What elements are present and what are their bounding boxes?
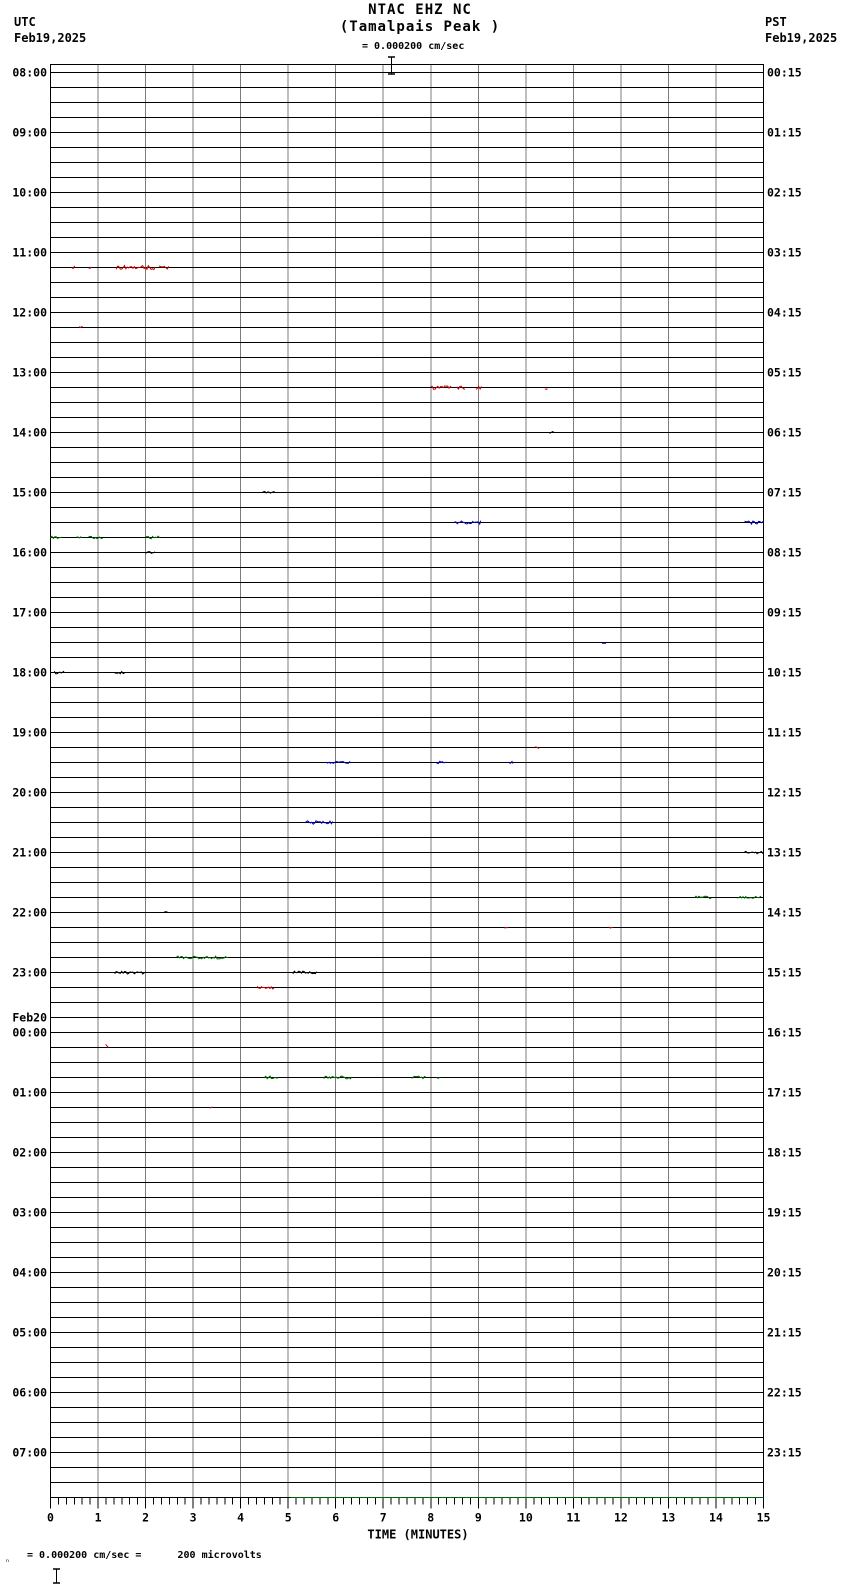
pst-label: 17:15 [767, 1085, 802, 1100]
utc-label: 15:00 [12, 485, 47, 500]
x-tick-label: 8 [427, 1510, 435, 1525]
pst-label: 05:15 [767, 365, 802, 380]
utc-label: 08:00 [12, 65, 47, 80]
pst-label: 15:15 [767, 965, 802, 980]
footer-scale-prefix: ₙ [5, 1555, 10, 1564]
minute-gridlines [51, 65, 764, 1498]
pst-label: 06:15 [767, 425, 802, 440]
right-date-label: Feb19,2025 [765, 31, 838, 45]
trace-baselines [51, 73, 764, 1498]
x-tick-label: 1 [94, 1510, 102, 1525]
utc-label: 09:00 [12, 125, 47, 140]
utc-label: 05:00 [12, 1325, 47, 1340]
plot-border [51, 65, 764, 1498]
pst-label: 03:15 [767, 245, 802, 260]
pst-label: 07:15 [767, 485, 802, 500]
utc-label: 02:00 [12, 1145, 47, 1160]
pst-label: 19:15 [767, 1205, 802, 1220]
pst-label: 21:15 [767, 1325, 802, 1340]
utc-hour-labels [12, 66, 47, 1460]
pst-hour-labels [767, 66, 802, 1460]
pst-label: 01:15 [767, 125, 802, 140]
pst-label: 09:15 [767, 605, 802, 620]
x-tick-label: 5 [284, 1510, 292, 1525]
x-tick-label: 4 [237, 1510, 245, 1525]
pst-label: 23:15 [767, 1445, 802, 1460]
utc-label: 01:00 [12, 1085, 47, 1100]
utc-label: 22:00 [12, 905, 47, 920]
x-tick-label: 2 [142, 1510, 150, 1525]
x-tick-label: 12 [613, 1510, 628, 1525]
utc-label: 21:00 [12, 845, 47, 860]
x-tick-label: 11 [566, 1510, 581, 1525]
utc-label: 14:00 [12, 425, 47, 440]
x-tick-label: 15 [756, 1510, 771, 1525]
trace-event [79, 327, 83, 328]
seismic-events [51, 266, 764, 1498]
utc-label: 19:00 [12, 725, 47, 740]
x-axis-tick-labels [47, 1511, 770, 1525]
x-tick-label: 14 [709, 1510, 723, 1525]
day-change-label: Feb20 [12, 1010, 47, 1025]
trace-event [264, 1076, 277, 1079]
utc-label: 04:00 [12, 1265, 47, 1280]
trace-event [695, 896, 712, 898]
trace-event [146, 552, 156, 554]
utc-label: 07:00 [12, 1445, 47, 1460]
station-title: NTAC EHZ NC [368, 2, 472, 18]
left-date-label: Feb19,2025 [14, 31, 87, 45]
footer-scale-note: = 0.000200 cm/sec = 200 microvolts [27, 1550, 262, 1561]
pst-label: 00:15 [767, 65, 802, 80]
trace-event [115, 672, 125, 674]
pst-label: 11:15 [767, 725, 802, 740]
pst-label: 13:15 [767, 845, 802, 860]
x-tick-label: 6 [332, 1510, 340, 1525]
utc-label: 13:00 [12, 365, 47, 380]
trace-event [305, 821, 333, 824]
x-tick-label: 9 [474, 1510, 482, 1525]
station-location: (Tamalpais Peak ) [339, 19, 501, 35]
utc-label: 00:00 [12, 1025, 47, 1040]
x-tick-label: 13 [661, 1510, 676, 1525]
pst-label: 14:15 [767, 905, 802, 920]
trace-event [504, 927, 508, 928]
x-axis-title: TIME (MINUTES) [367, 1527, 469, 1542]
x-tick-label: 10 [518, 1510, 533, 1525]
trace-event [545, 389, 548, 390]
pst-label: 12:15 [767, 785, 802, 800]
utc-label: 11:00 [12, 245, 47, 260]
utc-label: 06:00 [12, 1385, 47, 1400]
pst-label: 18:15 [767, 1145, 802, 1160]
pst-label: 08:15 [767, 545, 802, 560]
left-timezone-label: UTC [14, 15, 36, 29]
trace-event [51, 536, 62, 538]
pst-label: 16:15 [767, 1025, 802, 1040]
x-tick-label: 3 [189, 1510, 197, 1525]
utc-label: 16:00 [12, 545, 47, 560]
x-tick-label: 7 [379, 1510, 387, 1525]
pst-label: 04:15 [767, 305, 802, 320]
right-timezone-label: PST [765, 15, 787, 29]
x-axis-ticks [51, 1498, 764, 1509]
pst-label: 20:15 [767, 1265, 802, 1280]
scale-label: = 0.000200 cm/sec [362, 41, 465, 52]
utc-label: 23:00 [12, 965, 47, 980]
utc-label: 20:00 [12, 785, 47, 800]
pst-label: 10:15 [767, 665, 802, 680]
utc-label: 10:00 [12, 185, 47, 200]
pst-label: 22:15 [767, 1385, 802, 1400]
utc-label: 03:00 [12, 1205, 47, 1220]
pst-label: 02:15 [767, 185, 802, 200]
utc-label: 12:00 [12, 305, 47, 320]
utc-label: 18:00 [12, 665, 47, 680]
utc-label: 17:00 [12, 605, 47, 620]
x-tick-label: 0 [47, 1510, 54, 1525]
